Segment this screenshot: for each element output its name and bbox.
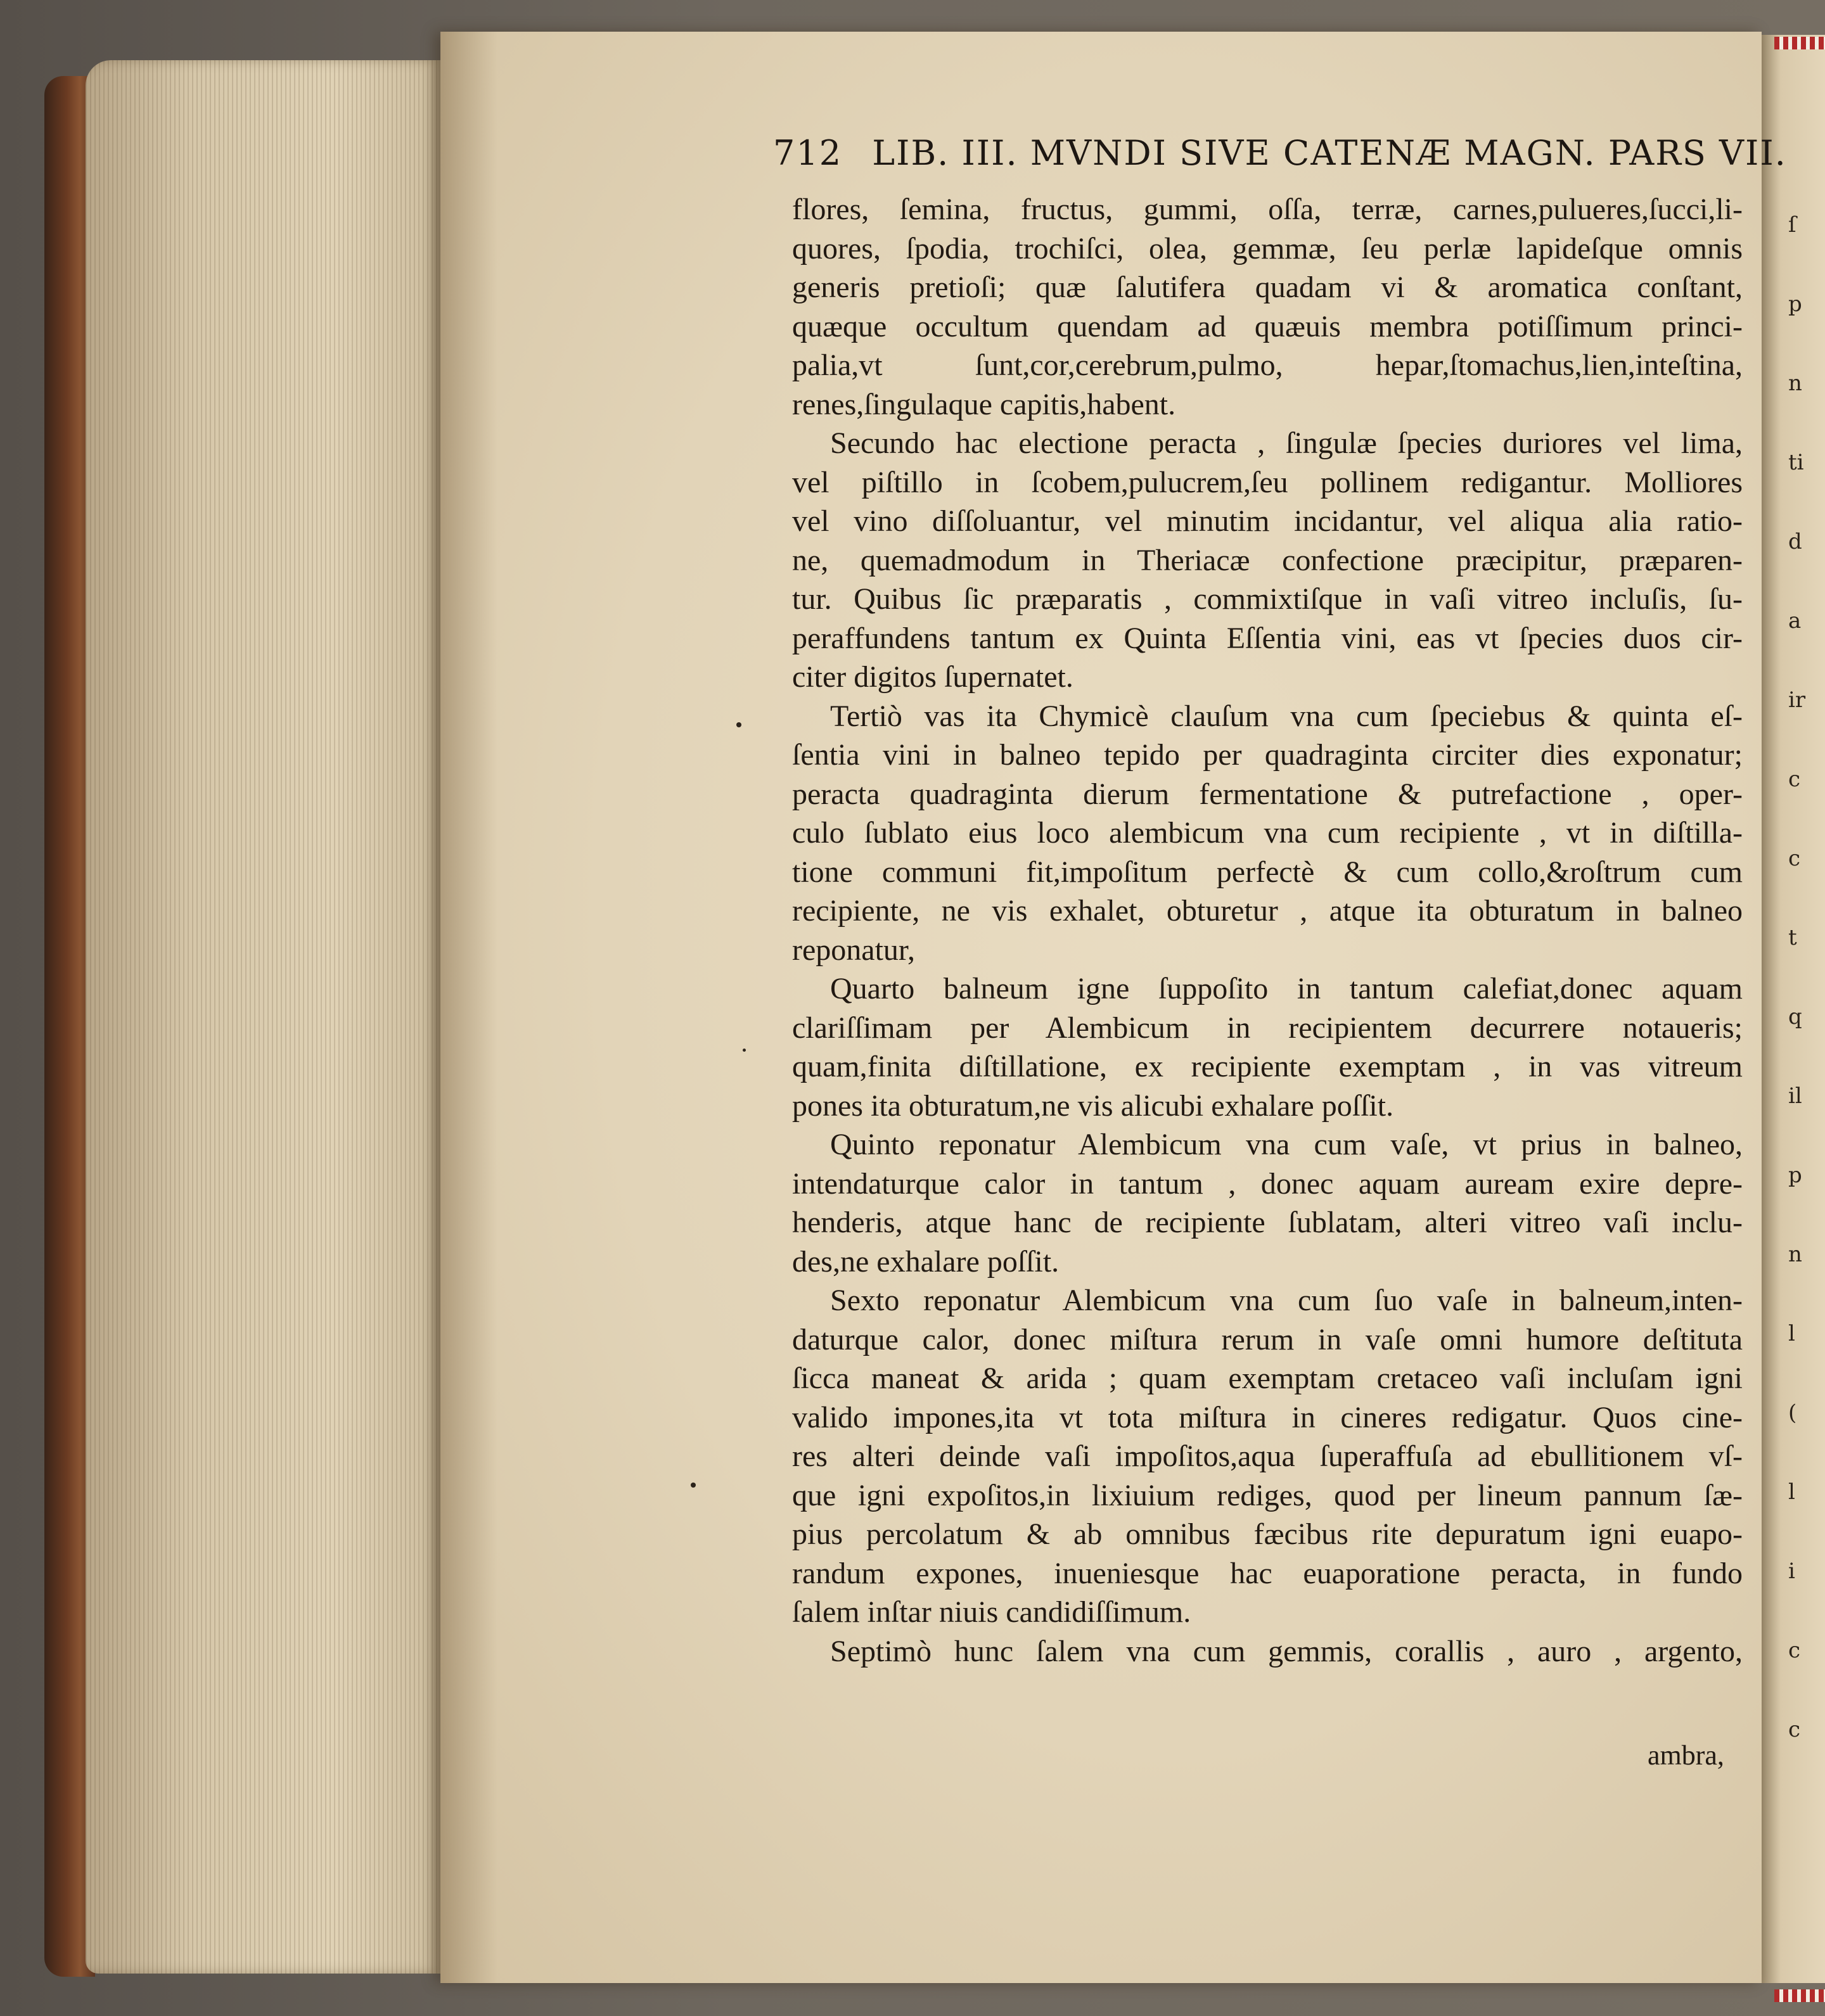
- text-line: palia,vt ſunt,cor,cerebrum,pulmo, hepar,ſtomachus,lien,inteſtina,: [792, 348, 1743, 382]
- text-line: reponatur,: [792, 933, 915, 967]
- running-title: LIB. III. MVNDI SIVE CATENÆ MAGN. PARS VII.: [872, 133, 1787, 173]
- facing-page-fragment: il: [1788, 1083, 1802, 1109]
- text-line: citer digitos ſupernatet.: [792, 660, 1073, 694]
- text-line: pones ita obturatum,ne vis alicubi exhalare poſſit.: [792, 1088, 1394, 1123]
- facing-page-fragment: t: [1788, 925, 1797, 950]
- text-line: Quinto reponatur Alembicum vna cum vaſe, vt prius in balneo,: [830, 1128, 1743, 1161]
- page-gutter: [440, 32, 497, 1983]
- text-line: ſalem inſtar niuis candidiſſimum.: [792, 1595, 1191, 1629]
- text-line: res alteri deinde vaſi impoſitos,aqua ſuperaffuſa ad ebullitionem vſ-: [792, 1439, 1743, 1473]
- facing-page-fragment: i: [1788, 1559, 1795, 1584]
- text-line: Tertiò vas ita Chymicè clauſum vna cum ſpeciebus & quinta eſ-: [830, 699, 1743, 733]
- text-line: vel vino diſſoluantur, vel minutim incidantur, vel aliqua alia ratio-: [792, 504, 1743, 538]
- facing-page-fragment: ti: [1788, 450, 1804, 475]
- page-number: 712: [773, 133, 843, 173]
- text-line: quam,finita diſtillatione, ex recipiente exemptam , in vas vitreum: [792, 1050, 1743, 1083]
- text-line: tione communi fit,impoſitum perfectè & cum collo,&roſtrum cum: [792, 855, 1743, 889]
- running-head: [773, 133, 1787, 184]
- text-line: que igni expoſitos,in lixiuium rediges, quod per lineum pannum ſæ-: [792, 1478, 1743, 1512]
- text-line: valido impones,ita vt tota miſtura in cineres redigatur. Quos cine-: [792, 1400, 1743, 1434]
- text-line: ne, quemadmodum in Theriacæ confectione præcipitur, præparen-: [792, 543, 1743, 577]
- ink-speck: [736, 722, 741, 727]
- stacked-page-edges: [86, 60, 440, 1974]
- facing-page-fragment: p: [1788, 291, 1802, 317]
- text-line: clariſſimam per Alembicum in recipientem decurrere notaueris;: [792, 1011, 1743, 1045]
- facing-page-fragment: c: [1788, 1717, 1801, 1742]
- facing-page-fragment: d: [1788, 529, 1802, 554]
- text-line: renes,ſingulaque capitis,habent.: [792, 387, 1176, 421]
- text-line: ſicca maneat & arida ; quam exemptam cretaceo vaſi incluſam igni: [792, 1362, 1743, 1395]
- facing-page-fragment: c: [1788, 1638, 1801, 1663]
- facing-page-fragment: c: [1788, 767, 1801, 792]
- text-line: Sexto reponatur Alembicum vna cum ſuo vaſe in balneum,inten-: [830, 1284, 1743, 1317]
- facing-page-fragment: q: [1788, 1004, 1802, 1030]
- facing-page-sliver: [1762, 35, 1825, 1983]
- text-line: vel piſtillo in ſcobem,pulucrem,ſeu pollinem redigantur. Molliores: [792, 465, 1743, 499]
- text-line: Septimò hunc ſalem vna cum gemmis, corallis , auro , argento,: [830, 1634, 1743, 1668]
- text-line: ſentia vini in balneo tepido per quadraginta circiter dies exponatur;: [792, 738, 1743, 772]
- facing-page-fragment: a: [1788, 608, 1802, 634]
- text-line: henderis, atque hanc de recipiente ſublatam, alteri vitreo vaſi inclu-: [792, 1206, 1743, 1239]
- text-line: daturque calor, donec miſtura rerum in vaſe omni humore deſtituta: [792, 1322, 1743, 1356]
- text-line: culo ſublato eius loco alembicum vna cum recipiente , vt in diſtilla-: [792, 816, 1743, 850]
- text-line: Secundo hac electione peracta , ſingulæ ſpecies duriores vel lima,: [830, 426, 1743, 460]
- text-line: Quarto balneum igne ſuppoſito in tantum calefiat,donec aquam: [830, 972, 1743, 1005]
- ink-speck: [691, 1483, 696, 1488]
- facing-page-fragment: p: [1788, 1163, 1802, 1188]
- text-line: generis pretioſi; quæ ſalutifera quadam vi & aromatica conſtant,: [792, 271, 1743, 304]
- facing-page-fragment: c: [1788, 846, 1801, 871]
- text-line: tur. Quibus ſic præparatis , commixtiſque in vaſi vitreo incluſis, ſu-: [792, 582, 1743, 616]
- facing-page-fragment: ir: [1788, 687, 1806, 713]
- ink-speck: [743, 1049, 746, 1052]
- facing-page-fragment: n: [1788, 1242, 1802, 1267]
- ribbon-bottom: [1774, 1989, 1825, 2002]
- facing-page-fragment: (: [1788, 1400, 1797, 1426]
- facing-page-fragment: n: [1788, 371, 1802, 396]
- facing-page-fragment: ſ: [1788, 212, 1796, 238]
- ribbon-top: [1774, 37, 1825, 49]
- text-line: des,ne exhalare poſſit.: [792, 1244, 1060, 1279]
- text-line: peraffundens tantum ex Quinta Eſſentia vini, eas vt ſpecies duos cir-: [792, 621, 1743, 655]
- text-line: peracta quadraginta dierum fermentatione & putrefactione , oper-: [792, 777, 1743, 811]
- text-line: flores, ſemina, fructus, gummi, oſſa, terræ, carnes,pulueres,ſucci,li-: [792, 193, 1743, 226]
- text-line: pius percolatum & ab omnibus fæcibus rite depuratum igni euapo-: [792, 1517, 1743, 1551]
- facing-page-fragment: l: [1788, 1479, 1795, 1505]
- body-text: [792, 190, 1743, 1671]
- text-line: quores, ſpodia, trochiſci, olea, gemmæ, ſeu perlæ lapideſque omnis: [792, 231, 1743, 265]
- text-line: quæque occultum quendam ad quæuis membra potiſſimum princi-: [792, 309, 1743, 343]
- text-line: randum expones, inueniesque hac euaporatione peracta, in fundo: [792, 1556, 1743, 1590]
- text-line: intendaturque calor in tantum , donec aquam auream exire depre-: [792, 1166, 1743, 1201]
- catchword: ambra,: [1648, 1740, 1724, 1771]
- facing-page-fragment: l: [1788, 1321, 1795, 1346]
- text-line: recipiente, ne vis exhalet, obturetur , atque ita obturatum in balneo: [792, 894, 1743, 928]
